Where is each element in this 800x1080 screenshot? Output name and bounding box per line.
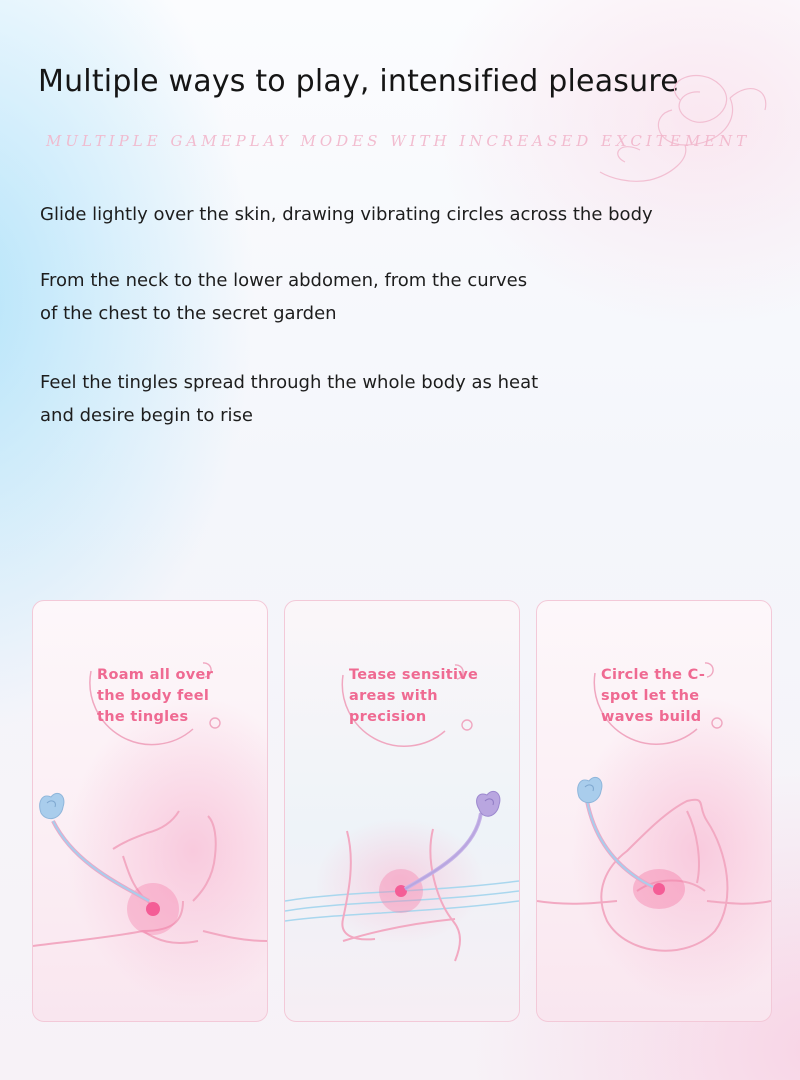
card-line: areas with	[349, 688, 438, 704]
card-line: waves build	[601, 709, 702, 725]
rose-device-icon	[40, 793, 64, 818]
page-subtitle: MULTIPLE GAMEPLAY MODES WITH INCREASED EXCITEMENT	[46, 132, 751, 150]
mode-card-text	[349, 665, 478, 728]
waist-illustration	[285, 601, 519, 1021]
rose-device-icon	[477, 791, 500, 816]
card-line: precision	[349, 709, 427, 725]
paragraph-line: From the neck to the lower abdomen, from the curves	[40, 270, 528, 291]
card-line: the tingles	[97, 709, 189, 725]
paragraph-neck	[40, 264, 527, 330]
rose-line-art-icon	[580, 60, 780, 200]
paragraph-glide	[40, 198, 653, 231]
card-line: Roam all over	[97, 667, 214, 683]
card-line: the body feel	[97, 688, 210, 704]
page-title: Multiple ways to play, intensified pleasure	[38, 64, 679, 99]
mode-card-lips	[536, 600, 772, 1022]
paragraph-line: Glide lightly over the skin, drawing vibrating circles across the body	[40, 204, 653, 225]
mode-card-neck	[32, 600, 268, 1022]
neck-illustration	[33, 601, 267, 1021]
paragraph-line: Feel the tingles spread through the whole body as heat	[40, 372, 539, 393]
card-line: Circle the C-	[601, 667, 706, 683]
paragraph-line: of the chest to the secret garden	[40, 303, 337, 324]
card-line: Tease sensitive	[349, 667, 479, 683]
mode-card-text	[97, 665, 213, 728]
card-line: spot let the	[601, 688, 700, 704]
lips-illustration	[537, 601, 771, 1021]
paragraph-tingles	[40, 366, 538, 432]
rose-device-icon	[578, 777, 602, 802]
mode-card-waist	[284, 600, 520, 1022]
paragraph-line: and desire begin to rise	[40, 405, 253, 426]
mode-card-text	[601, 665, 705, 728]
